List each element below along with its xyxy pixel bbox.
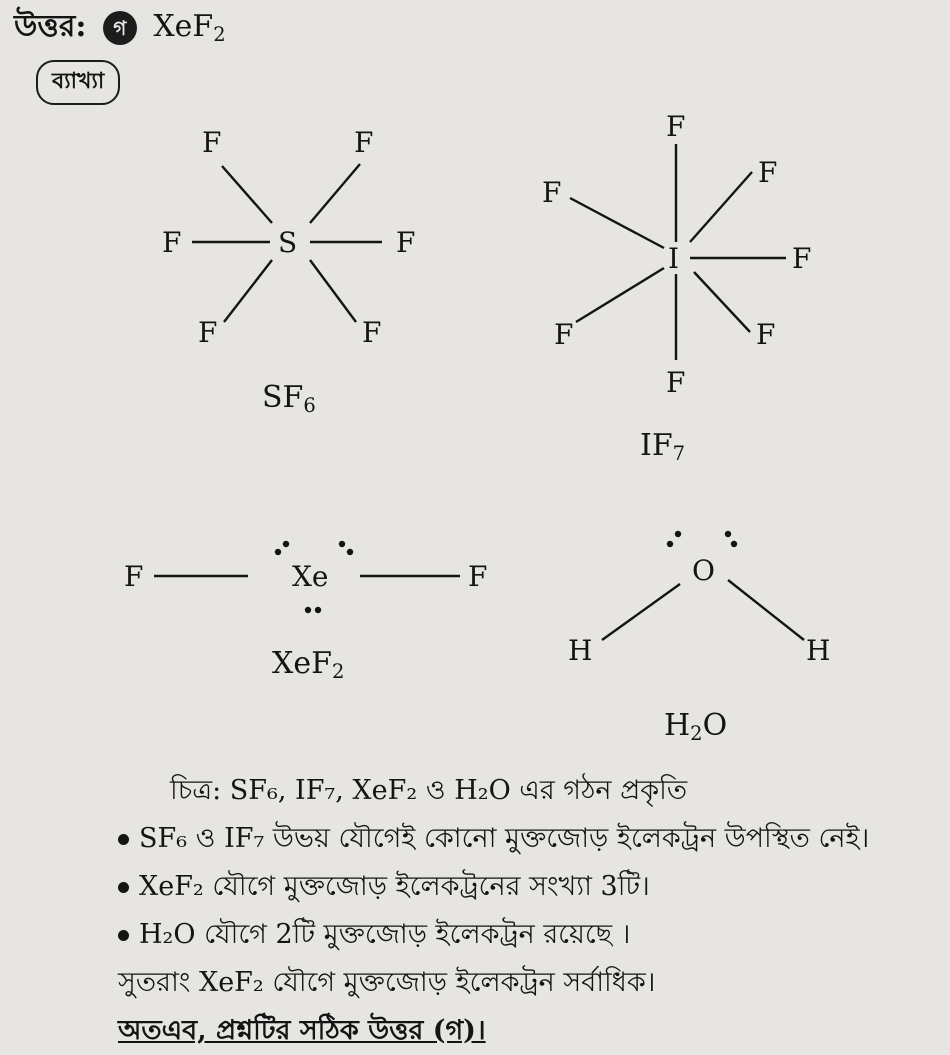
bullet-item: SF₆ ও IF₇ উভয় যৌগেই কোনো মুক্তজোড় ইলেকট্রন উপস্থিত নেই। [118, 818, 869, 863]
answer-line [14, 2, 226, 53]
summary-line: সুতরাং XeF₂ যৌগে মুক্তজোড় ইলেকট্রন সর্বাধিক। [118, 967, 656, 998]
if7-fluorine: F [542, 176, 562, 209]
h2o-name: $H_2O$ [664, 708, 728, 745]
xef2-fluorine: F [124, 560, 144, 593]
bullet-dot-icon [118, 930, 129, 941]
answer-formula: XeF$_2$ [153, 9, 226, 46]
bullet-item: H₂O যৌগে 2টি মুক্তজোড় ইলেকট্রন রয়েছে । [118, 914, 630, 959]
if7-fluorine: F [666, 366, 686, 399]
bullet-dot-icon [118, 882, 129, 893]
if7-fluorine: F [666, 110, 686, 143]
if7-name: $IF_7$ [640, 428, 686, 465]
h2o-structure [560, 520, 850, 670]
sf6-fluorine: F [362, 316, 382, 349]
if7-fluorine: F [756, 318, 776, 351]
sf6-fluorine: F [202, 126, 222, 159]
sf6-center-atom: S [278, 226, 298, 259]
bullet-item: XeF₂ যৌগে মুক্তজোড় ইলেকট্রনের সংখ্যা 3টি। [118, 866, 650, 911]
sf6-fluorine: F [354, 126, 374, 159]
if7-fluorine: F [758, 156, 778, 189]
h2o-hydrogen: H [806, 634, 831, 667]
xef2-fluorine: F [468, 560, 488, 593]
sf6-fluorine: F [162, 226, 182, 259]
sf6-fluorine: F [396, 226, 416, 259]
h2o-hydrogen: H [568, 634, 593, 667]
explanation-badge: ব্যাখ্যা [36, 60, 120, 105]
answer-label: উত্তর: [14, 9, 87, 44]
conclusion-line: অতএব, প্রশ্নটির সঠিক উত্তর (গ)। [118, 1015, 486, 1046]
if7-center-atom: I [668, 242, 680, 275]
bullet-dot-icon [118, 834, 129, 845]
if7-fluorine: F [792, 242, 812, 275]
answer-option-badge: গ [103, 11, 137, 45]
if7-structure [530, 110, 820, 410]
xef2-center-atom: Xe [292, 560, 329, 593]
sf6-structure [150, 120, 440, 350]
if7-fluorine: F [554, 318, 574, 351]
xef2-name: XeF$_2$ [272, 646, 345, 683]
figure-caption: চিত্র: SF₆, IF₇, XeF₂ ও H₂O এর গঠন প্রকৃতি [170, 775, 688, 806]
h2o-center-atom: O [692, 554, 715, 587]
sf6-fluorine: F [198, 316, 218, 349]
sf6-name: $SF_6$ [262, 380, 316, 417]
xef2-structure [120, 530, 500, 620]
